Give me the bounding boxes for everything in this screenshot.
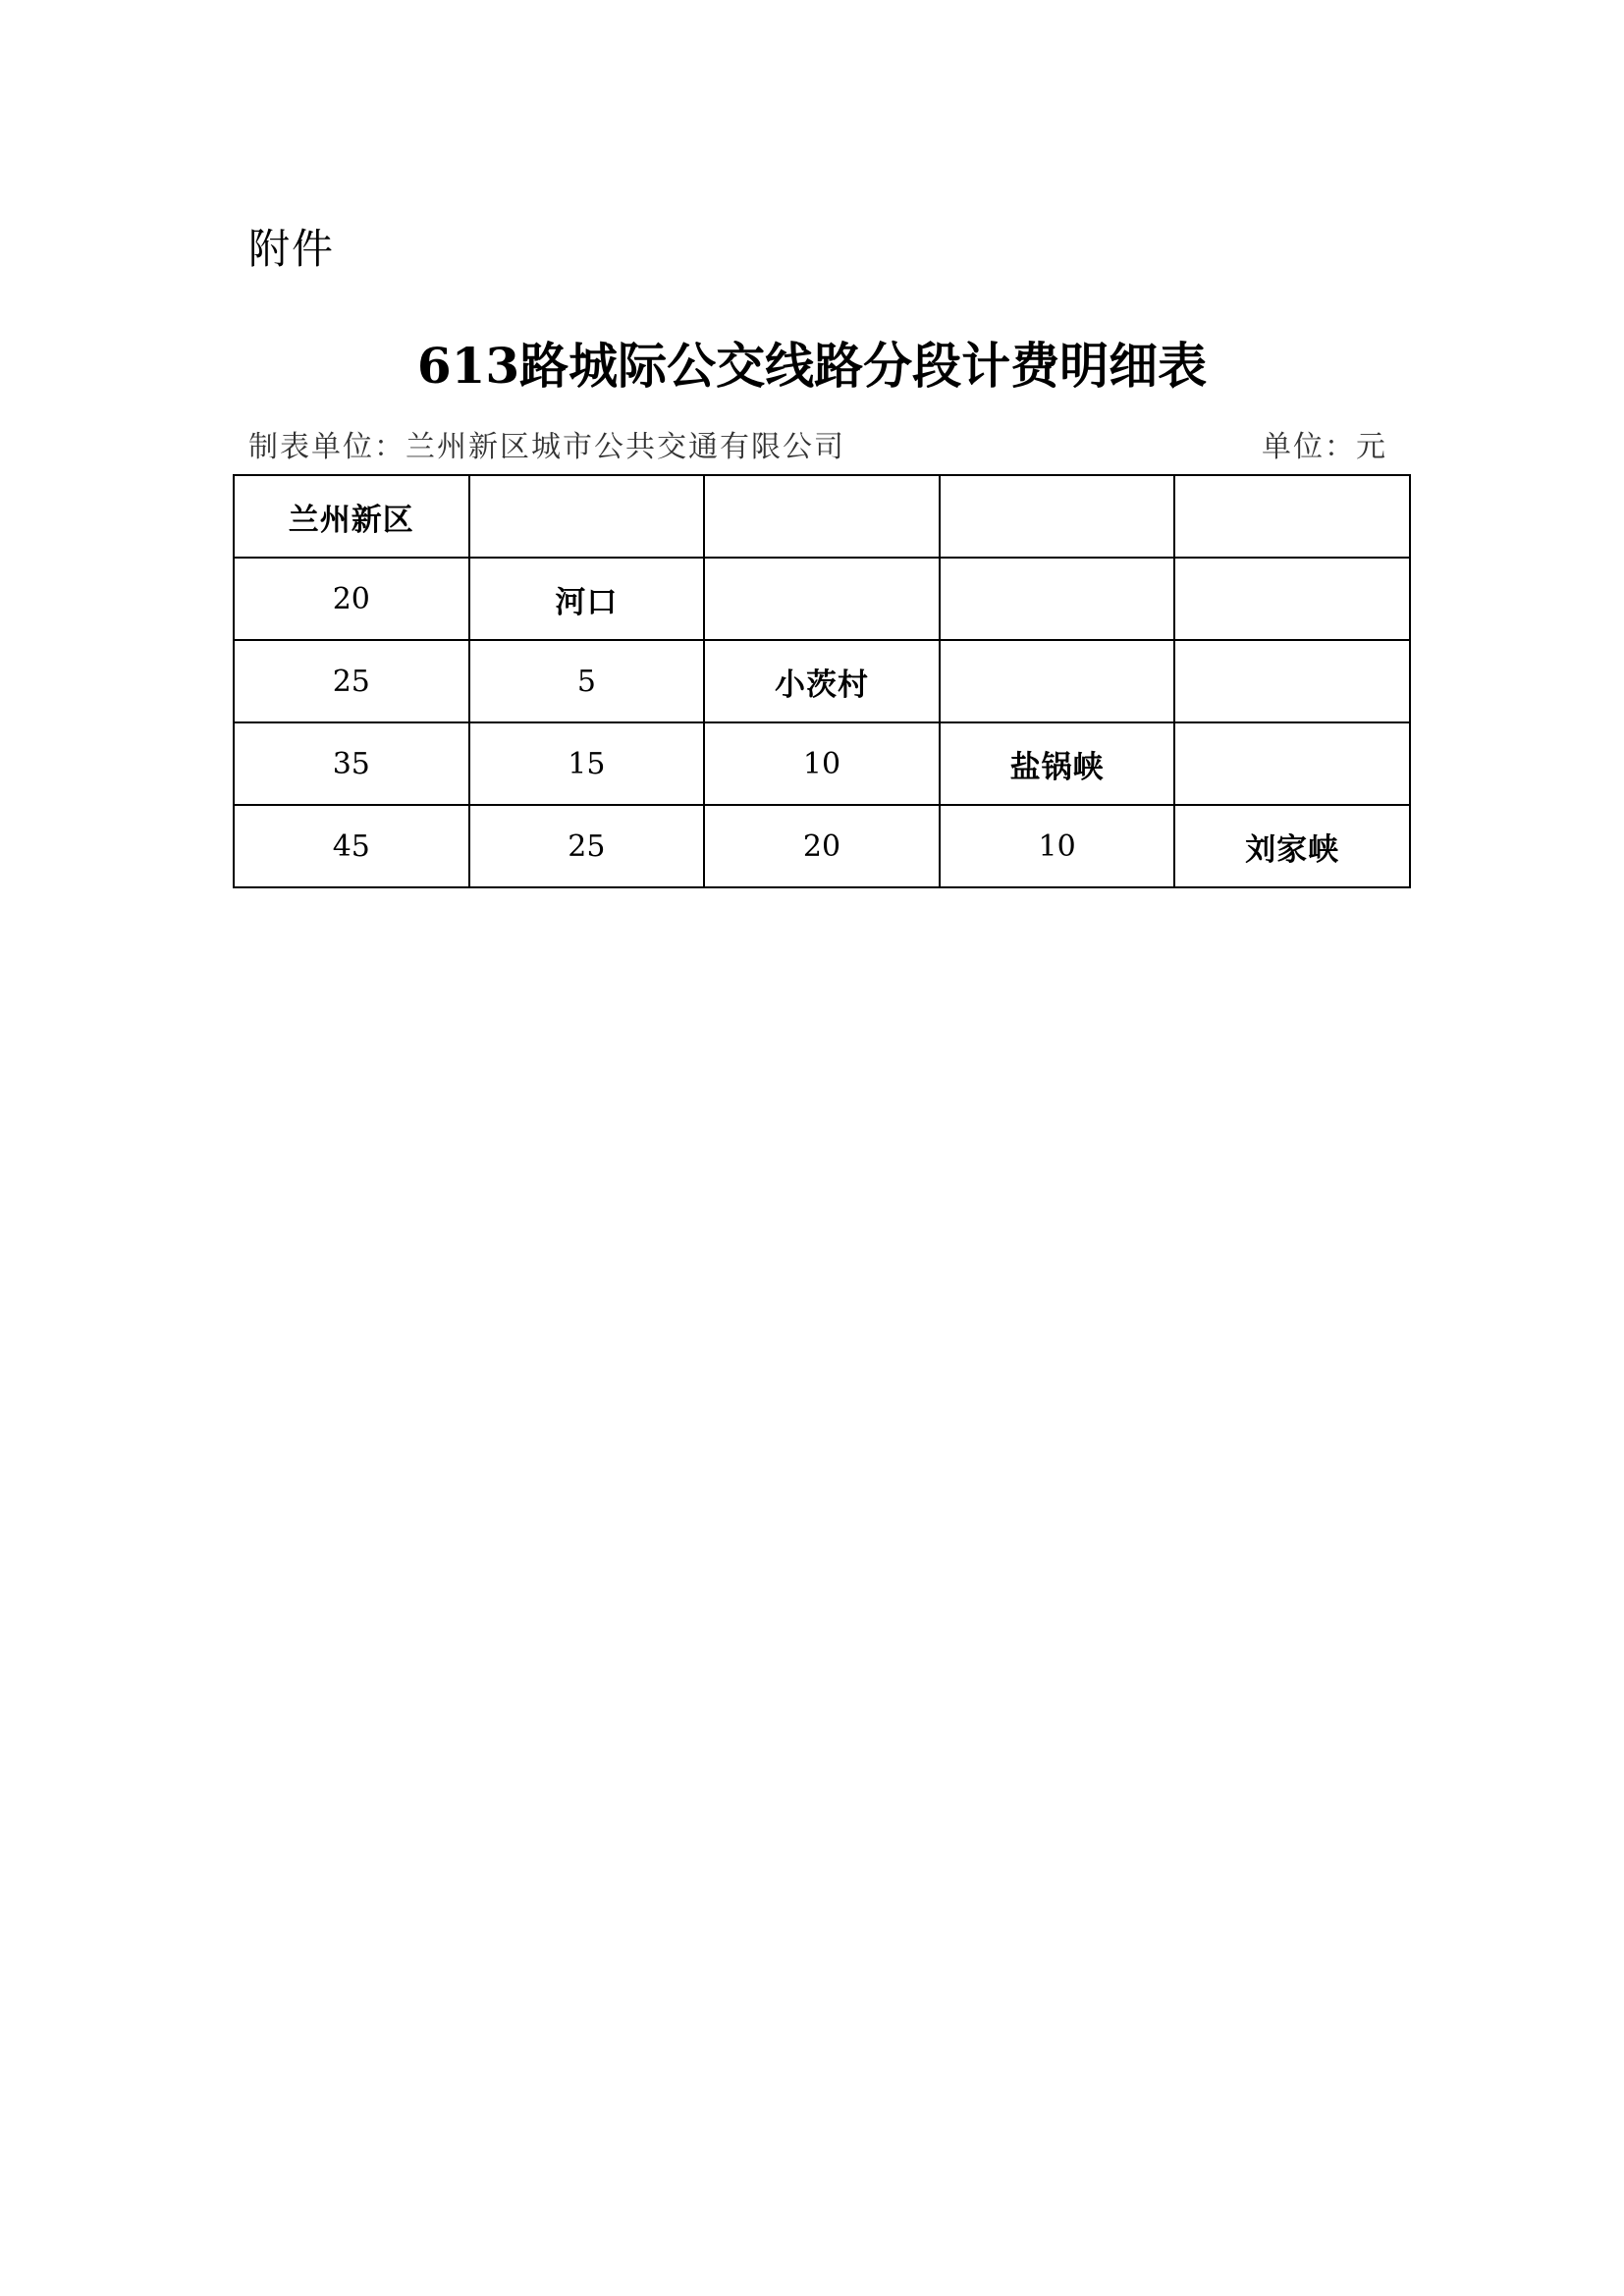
station-cell-hekou: 河口 [469, 558, 705, 640]
station-cell-lanzhou-xinqu: 兰州新区 [234, 475, 469, 558]
empty-cell [1174, 475, 1410, 558]
station-cell-liujiaxia: 刘家峡 [1174, 805, 1410, 887]
table-meta-row [248, 426, 1387, 469]
currency-unit-label: 单位：元 [1262, 430, 1387, 464]
empty-cell [940, 558, 1175, 640]
station-cell-yanguoxia: 盐锅峡 [940, 722, 1175, 805]
empty-cell [940, 640, 1175, 722]
fare-table [233, 474, 1411, 888]
table-row [234, 475, 1410, 558]
fare-cell: 35 [234, 722, 469, 805]
empty-cell [1174, 640, 1410, 722]
fare-cell: 10 [940, 805, 1175, 887]
fare-cell: 10 [704, 722, 940, 805]
fare-cell: 45 [234, 805, 469, 887]
fare-cell: 20 [704, 805, 940, 887]
empty-cell [1174, 722, 1410, 805]
fare-cell: 25 [234, 640, 469, 722]
fare-cell: 20 [234, 558, 469, 640]
table-row [234, 558, 1410, 640]
fare-cell: 15 [469, 722, 705, 805]
fare-cell: 5 [469, 640, 705, 722]
compiled-by-label: 制表单位：兰州新区城市公共交通有限公司 [248, 430, 845, 464]
attachment-label: 附件 [248, 225, 336, 273]
document-title: 613路城际公交线路分段计费明细表 [416, 337, 1208, 395]
station-cell-xiaocicun: 小茨村 [704, 640, 940, 722]
empty-cell [940, 475, 1175, 558]
empty-cell [704, 558, 940, 640]
fare-cell: 25 [469, 805, 705, 887]
empty-cell [1174, 558, 1410, 640]
table-row [234, 640, 1410, 722]
table-row [234, 722, 1410, 805]
empty-cell [704, 475, 940, 558]
empty-cell [469, 475, 705, 558]
table-row [234, 805, 1410, 887]
